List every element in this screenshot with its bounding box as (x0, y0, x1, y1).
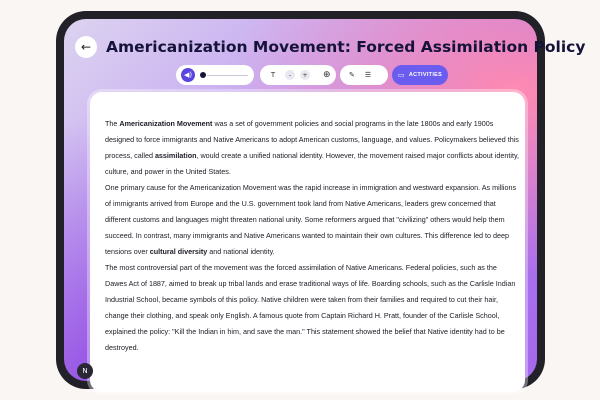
text-tools (260, 65, 336, 85)
arrow-left-icon: ← (80, 40, 92, 54)
paragraph-1 (105, 116, 520, 180)
list-icon[interactable]: ☰ (364, 71, 372, 79)
activities-button[interactable] (392, 65, 448, 85)
paragraph-2 (105, 180, 520, 260)
audio-progress-knob[interactable] (200, 72, 206, 78)
pen-icon[interactable]: ✎ (349, 71, 355, 79)
globe-icon[interactable]: ⊕ (323, 70, 331, 80)
text-run: , would create a unified national identity. However, the movement raised major conflicts about identity, culture, and power in the United States. (105, 151, 520, 176)
article-card (90, 92, 525, 392)
ai-logo-icon: N (82, 367, 88, 375)
decrease-text-button[interactable]: - (285, 70, 295, 80)
audio-progress-track[interactable] (207, 75, 248, 76)
annotation-tools (340, 65, 388, 85)
page-title: Americanization Movement: Forced Assimilation Policy (106, 38, 586, 56)
text-run: The most controversial part of the movement was the forced assimilation of Native Americans. Federal policies, such as the Dawes Act of 1887, aimed to break up tribal lands and erase traditional ways of life. Boarding schools, such as the Carlisle Indian Industrial School, became symbols of this policy. Native children were taken from their families and required to cut their hair, change their clothing, and speak only English. A famous quote from Captain Richard H. Pratt, founder of the Carlisle School, explained the policy: "Kill the Indian in him, and save the man." This statement showed the belief that Native identity had to be destroyed. (105, 263, 516, 352)
text-run: One primary cause for the Americanization Movement was the rapid increase in immigration and westward expansion. As millions of immigrants arrived from Europe and the U.S. government took land from Native Americans, leaders grew concerned that different customs and languages might threaten national unity. Some reformers argued that "civilizing" others would help them succeed. In contrast, many immigrants and Native Americans wanted to maintain their own cultures. This difference led to deep tensions over (105, 183, 517, 256)
text-size-icon[interactable]: T (270, 71, 276, 79)
text-run: The (105, 119, 120, 128)
speaker-icon[interactable]: ◀) (181, 68, 195, 82)
paragraph-3 (105, 260, 520, 356)
key-term: assimilation (154, 151, 197, 160)
app-screen (64, 19, 586, 381)
key-term: Americanization Movement (119, 119, 213, 128)
key-term: cultural diversity (149, 247, 208, 256)
text-run: and national identity. (207, 247, 275, 256)
increase-text-button[interactable]: + (300, 70, 310, 80)
text-run: was a set of government policies and social programs in the late 1800s and early 1900s designed to force immigrants and Native Americans to adopt American customs, language, and values. Policymakers believed this process, called (105, 119, 519, 160)
back-button[interactable] (75, 36, 97, 58)
ai-assistant-button[interactable] (77, 363, 93, 379)
audio-player[interactable] (176, 65, 254, 85)
activities-icon: ▭ (397, 71, 405, 79)
activities-label: ACTIVITIES (408, 72, 443, 78)
tablet-frame (56, 11, 586, 389)
article-text (105, 116, 520, 356)
